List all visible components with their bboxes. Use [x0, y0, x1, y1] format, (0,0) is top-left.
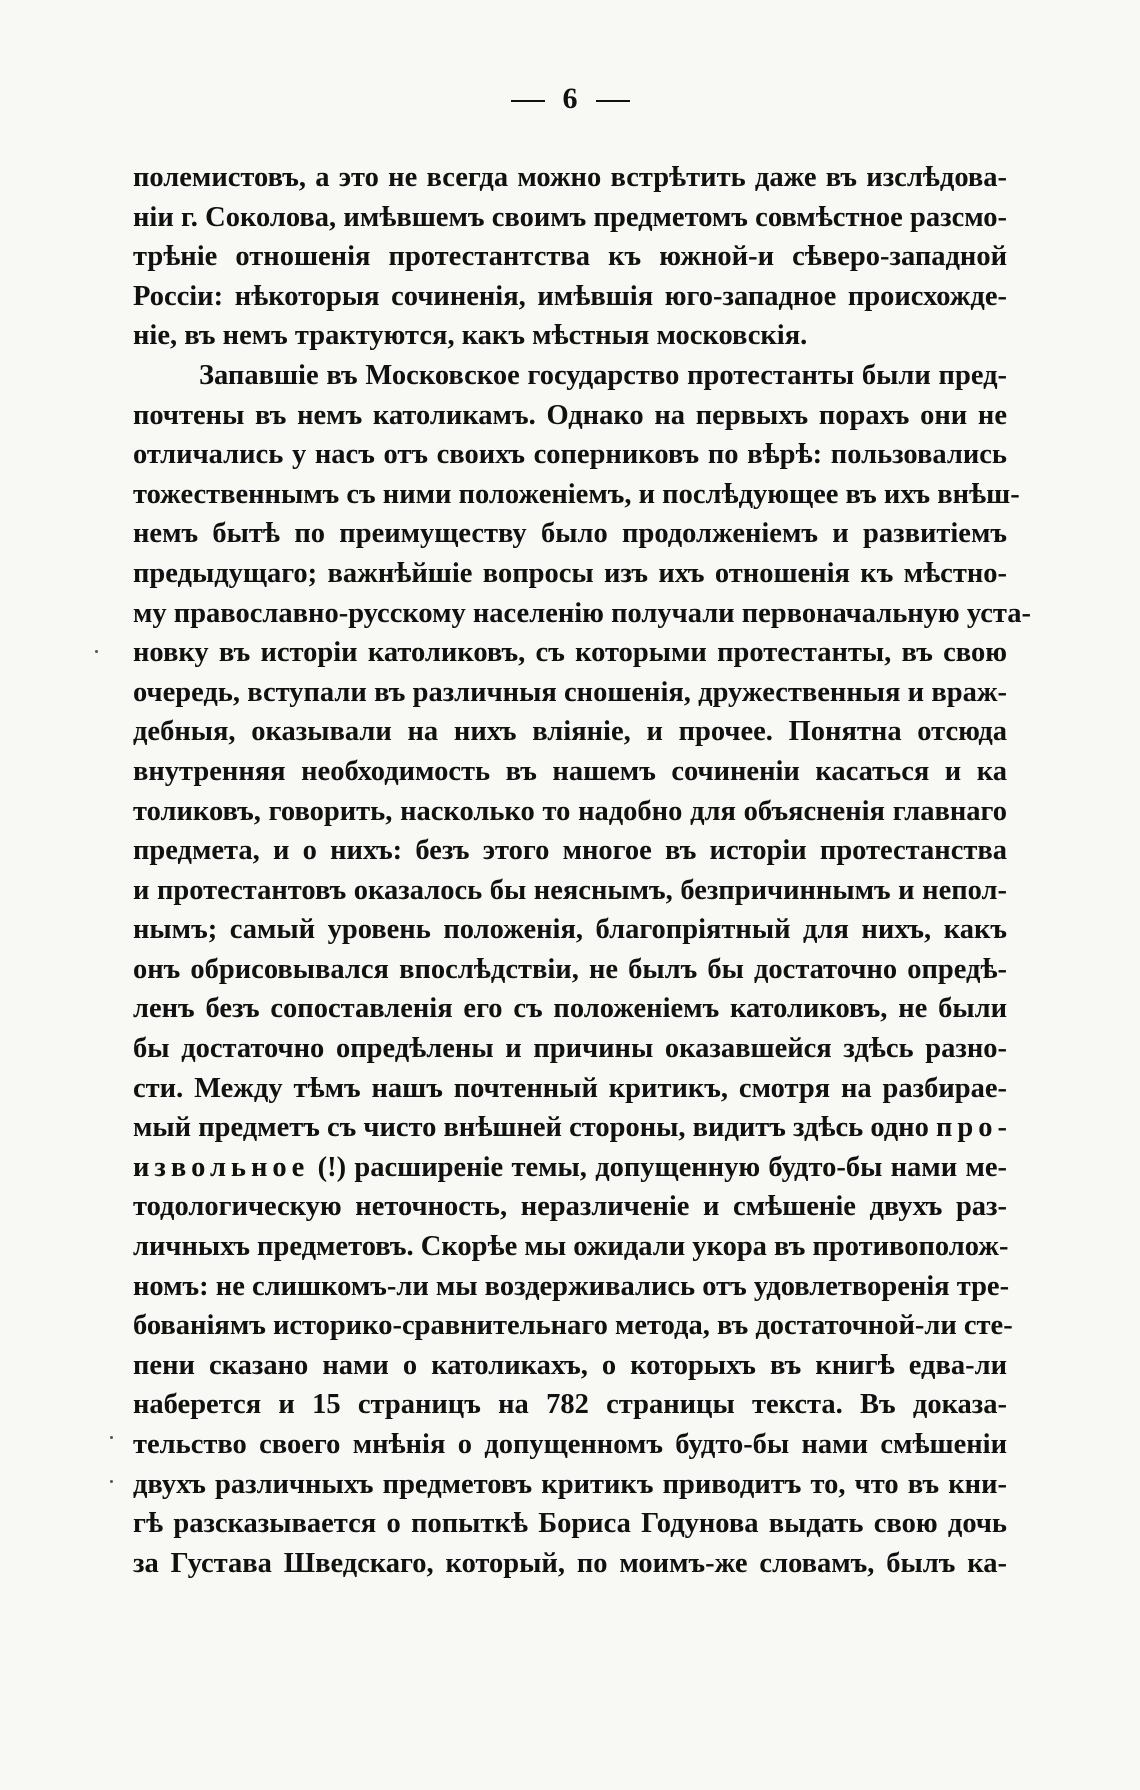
- text-line: онъ обрисовывался впослѣдствіи, не былъ бы достаточно опредѣ-: [133, 953, 1007, 985]
- text-line: толиковъ, говорить, насколько то надобно для объясненія главнаго: [133, 795, 1007, 827]
- text-line: ніи г. Соколова, имѣвшемъ своимъ предметомъ совмѣстное разсмо-: [133, 201, 1007, 233]
- text-line: му православно-русскому населенію получали первоначальную уста-: [133, 597, 1031, 629]
- text-line: тодологическую неточность, неразличеніе и смѣшеніе двухъ раз-: [133, 1191, 1007, 1223]
- text-line: новку въ исторіи католиковъ, съ которыми протестанты, въ свою: [133, 637, 1007, 669]
- text-line: за Густава Шведскаго, который, по моимъ-же словамъ, былъ ка-: [133, 1547, 1007, 1579]
- text-line: почтены въ немъ католикамъ. Однако на первыхъ порахъ они не: [133, 399, 1007, 431]
- text-line: бы достаточно опредѣлены и причины оказавшейся здѣсь разно-: [133, 1033, 1007, 1065]
- text-line: ленъ безъ сопоставленія его съ положеніемъ католиковъ, не были: [133, 993, 1007, 1025]
- text-fragment: (!) расширеніе темы, допущенную будто-бы нами ме-: [317, 1151, 1007, 1183]
- text-line: очередь, вступали въ различныя сношенія, дружественныя и враж-: [133, 676, 1007, 708]
- text-line: сти. Между тѣмъ нашъ почтенный критикъ, смотря на разбирае-: [133, 1072, 1007, 1104]
- text-line: и протестантовъ оказалось бы неяснымъ, безпричиннымъ и непол-: [133, 874, 1007, 906]
- text-line: тельство своего мнѣнія о допущенномъ будто-бы нами смѣшеніи: [133, 1429, 1007, 1460]
- spaced-text: извольное: [133, 1151, 310, 1183]
- paper-speck: [110, 1480, 113, 1483]
- text-fragment: мый предметъ съ чисто внѣшней стороны, видитъ здѣсь одно: [133, 1112, 929, 1144]
- text-line: нымъ; самый уровень положенія, благопріятный для нихъ, какъ: [133, 914, 1007, 946]
- text-line: двухъ различныхъ предметовъ критикъ приводитъ то, что въ кни-: [133, 1468, 1007, 1500]
- text-line: дебныя, оказывали на нихъ вліяніе, и прочее. Понятна отсюда: [133, 716, 1007, 748]
- text-line: пени сказано нами о католикахъ, о которыхъ въ книгѣ едва-ли: [133, 1349, 1007, 1381]
- text-line: Россіи: нѣкоторыя сочиненія, имѣвшія юго-западное происхожде-: [133, 280, 1007, 312]
- text-line: внутренняя необходимость въ нашемъ сочиненіи касаться и ка: [133, 755, 1007, 787]
- text-line: тожественнымъ съ ними положеніемъ, и послѣдующее въ ихъ внѣш-: [133, 478, 1020, 510]
- text-line: личныхъ предметовъ. Скорѣе мы ожидали укора въ противополож-: [133, 1231, 1009, 1263]
- text-line: полемистовъ, а это не всегда можно встрѣтить даже въ изслѣдова-: [133, 162, 1007, 193]
- text-line: [133, 1108, 1012, 1148]
- text-line: трѣніе отношенія протестантства къ южной-и сѣверо-западной: [133, 241, 1007, 273]
- text-line: наберется и 15 страницъ на 782 страницы текста. Въ доказа-: [133, 1389, 1007, 1421]
- text-line: отличались у насъ отъ своихъ соперниковъ по вѣрѣ: пользовались: [133, 439, 1007, 471]
- text-line: немъ бытѣ по преимуществу было продолженіемъ и развитіемъ: [133, 518, 1007, 550]
- text-line: номъ: не слишкомъ-ли мы воздерживались отъ удовлетворенія тре-: [133, 1270, 1010, 1302]
- text-line: бованіямъ историко-сравнительнаго метода, въ достаточной-ли сте-: [133, 1310, 1013, 1342]
- page-number-value: 6: [562, 82, 578, 115]
- body-text: [133, 158, 1031, 1583]
- text-line: Запавшіе въ Московское государство протестанты были пред-: [199, 359, 1007, 391]
- spaced-text: про-: [935, 1112, 1012, 1144]
- page-number: [0, 82, 1140, 116]
- paper-speck: [95, 650, 98, 653]
- text-line: ніе, въ немъ трактуются, какъ мѣстныя московскія.: [133, 320, 808, 352]
- text-line: предмета, и о нихъ: безъ этого многое въ исторіи протестанства: [133, 835, 1007, 867]
- right-dash: [596, 100, 630, 102]
- text-line: предыдущаго; важнѣйшіе вопросы изъ ихъ отношенія къ мѣстно-: [133, 557, 1007, 589]
- left-dash: [511, 100, 545, 102]
- text-line: [133, 1148, 1007, 1188]
- text-line: гѣ разсказывается о попыткѣ Бориса Годунова выдать свою дочь: [133, 1508, 1007, 1540]
- paper-speck: [110, 1436, 113, 1439]
